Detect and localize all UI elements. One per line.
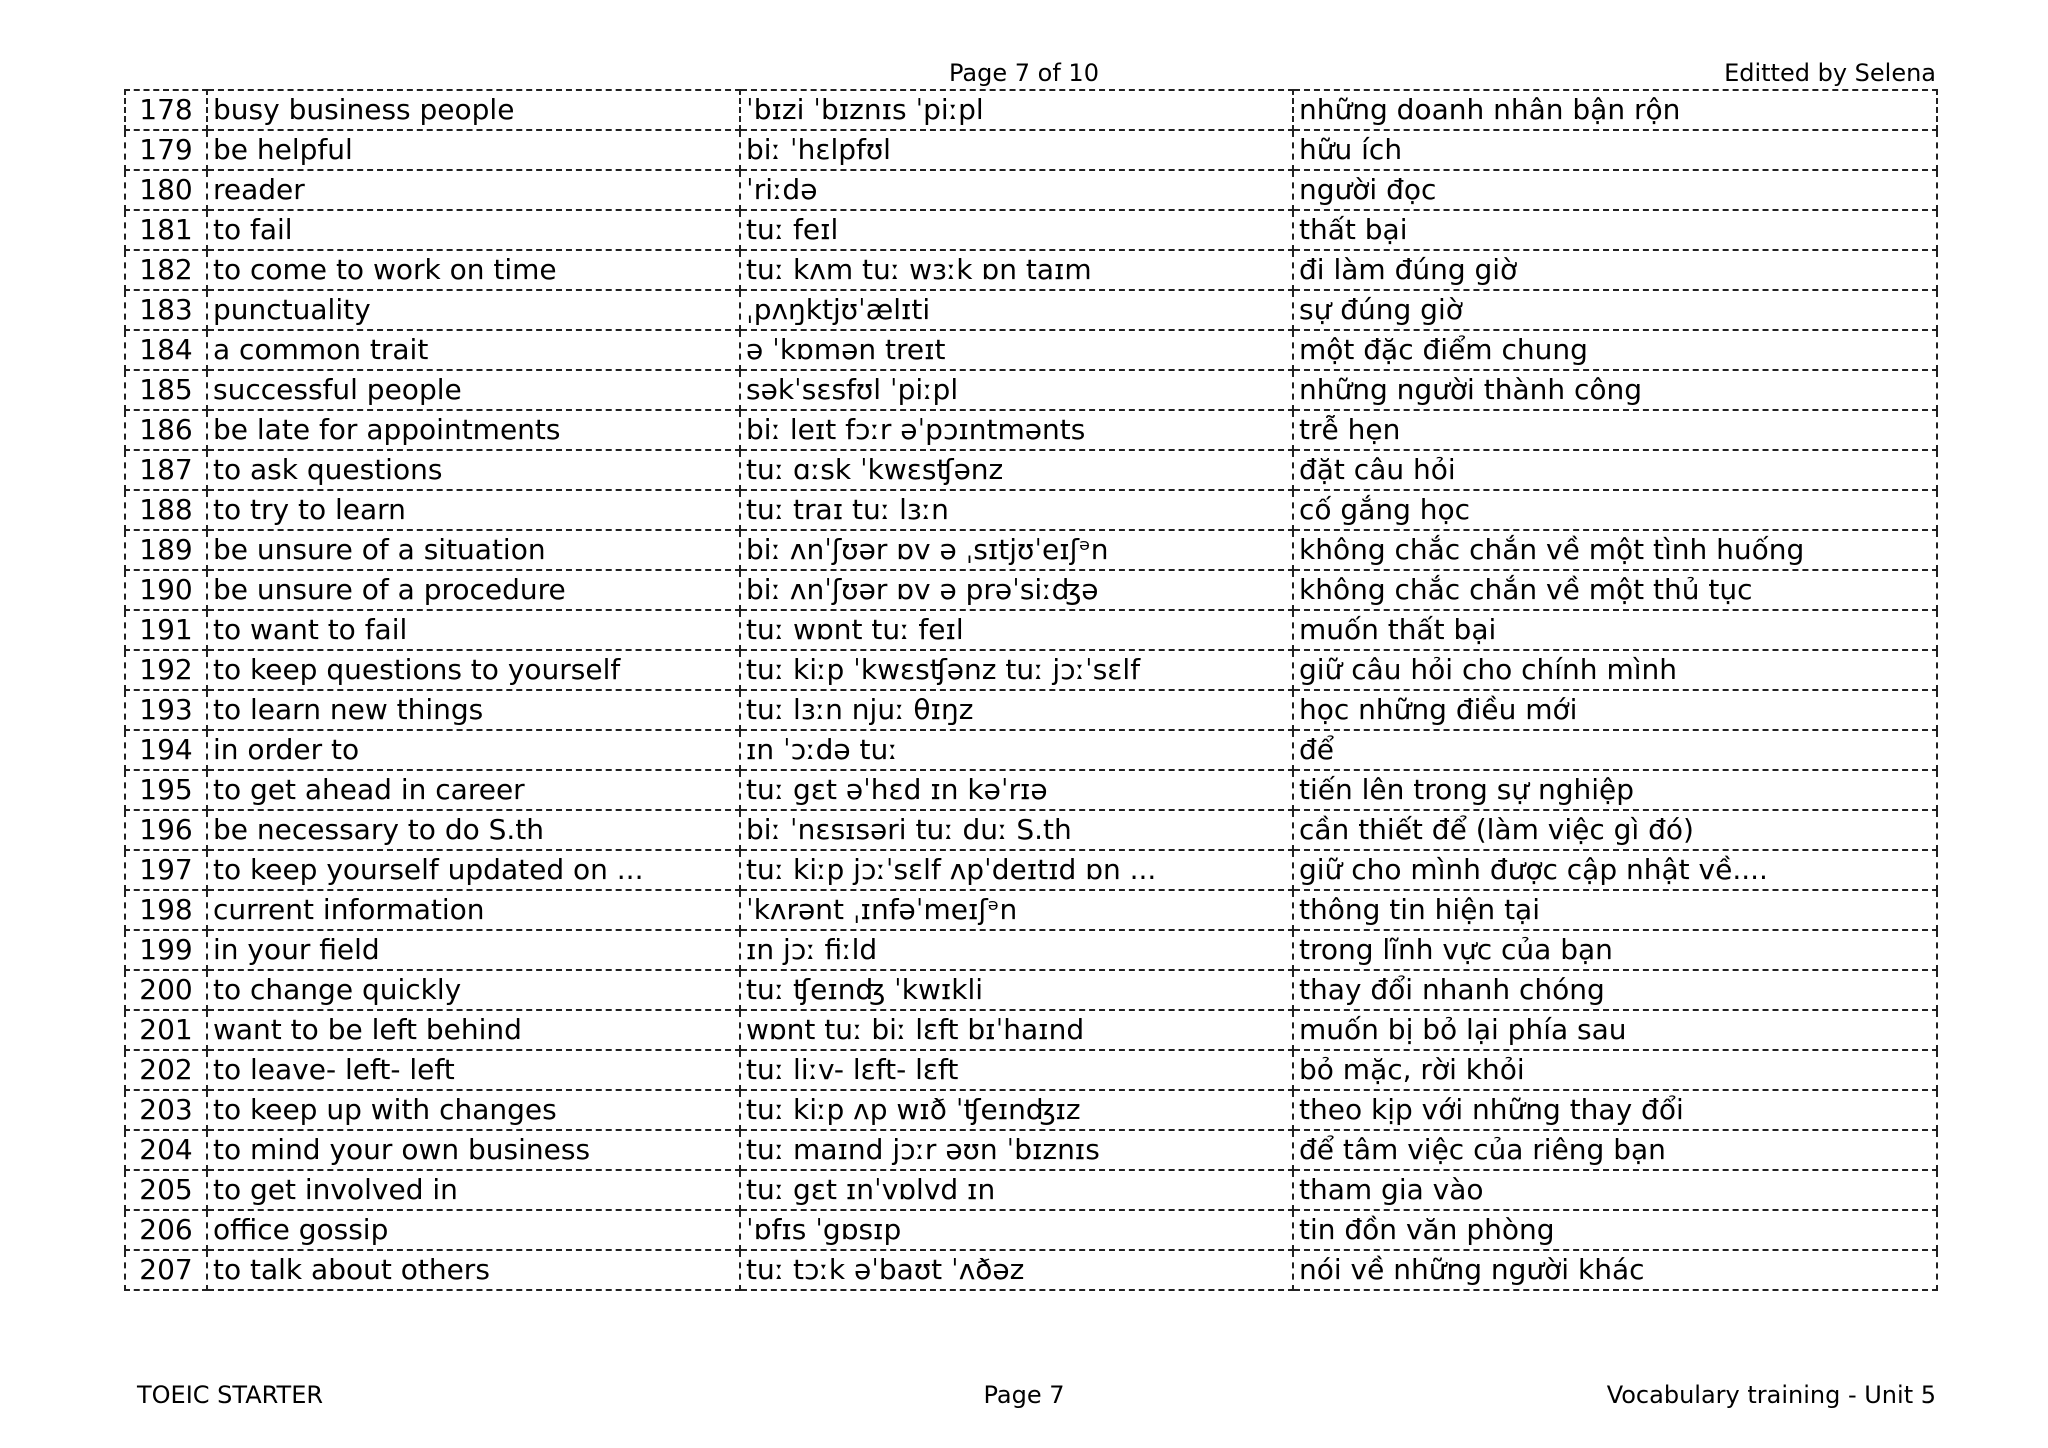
table-row — [125, 690, 1937, 730]
entry-pronunciation: tuː kiːp ˈkwɛsʧənz tuː jɔːˈsɛlf — [740, 650, 1293, 690]
entry-translation: cần thiết để (làm việc gì đó) — [1293, 810, 1937, 850]
entry-translation: để — [1293, 730, 1937, 770]
entry-pronunciation: wɒnt tuː biː lɛft bɪˈhaɪnd — [740, 1010, 1293, 1050]
entry-term: be late for appointments — [207, 410, 740, 450]
entry-number: 181 — [125, 210, 207, 250]
entry-term: be necessary to do S.th — [207, 810, 740, 850]
vocabulary-table — [124, 89, 1938, 1291]
entry-pronunciation: tuː kiːp jɔːˈsɛlf ʌpˈdeɪtɪd ɒn ... — [740, 850, 1293, 890]
table-row — [125, 610, 1937, 650]
entry-translation: giữ cho mình được cập nhật về.... — [1293, 850, 1937, 890]
entry-number: 185 — [125, 370, 207, 410]
entry-pronunciation: tuː gɛt əˈhɛd ɪn kəˈrɪə — [740, 770, 1293, 810]
entry-pronunciation: tuː feɪl — [740, 210, 1293, 250]
table-row — [125, 570, 1937, 610]
table-row — [125, 850, 1937, 890]
entry-term: to keep yourself updated on ... — [207, 850, 740, 890]
table-row — [125, 450, 1937, 490]
entry-pronunciation: tuː gɛt ɪnˈvɒlvd ɪn — [740, 1170, 1293, 1210]
table-row — [125, 730, 1937, 770]
table-row — [125, 250, 1937, 290]
entry-pronunciation: tuː lɜːn njuː θɪŋz — [740, 690, 1293, 730]
table-row — [125, 370, 1937, 410]
entry-number: 180 — [125, 170, 207, 210]
entry-term: to come to work on time — [207, 250, 740, 290]
entry-number: 199 — [125, 930, 207, 970]
entry-number: 202 — [125, 1050, 207, 1090]
table-row — [125, 170, 1937, 210]
entry-term: be helpful — [207, 130, 740, 170]
entry-pronunciation: tuː maɪnd jɔːr əʊn ˈbɪznɪs — [740, 1130, 1293, 1170]
entry-number: 198 — [125, 890, 207, 930]
entry-translation: học những điều mới — [1293, 690, 1937, 730]
entry-term: to fail — [207, 210, 740, 250]
entry-pronunciation: tuː tɔːk əˈbaʊt ˈʌðəz — [740, 1250, 1293, 1290]
entry-pronunciation: biː leɪt fɔːr əˈpɔɪntmənts — [740, 410, 1293, 450]
entry-number: 201 — [125, 1010, 207, 1050]
footer-unit-title: Vocabulary training - Unit 5 — [1606, 1381, 1936, 1409]
vocabulary-table-body — [125, 90, 1937, 1290]
table-row — [125, 1250, 1937, 1290]
entry-term: to try to learn — [207, 490, 740, 530]
entry-number: 193 — [125, 690, 207, 730]
entry-term: current information — [207, 890, 740, 930]
entry-number: 203 — [125, 1090, 207, 1130]
entry-term: to learn new things — [207, 690, 740, 730]
entry-number: 182 — [125, 250, 207, 290]
table-row — [125, 490, 1937, 530]
entry-term: office gossip — [207, 1210, 740, 1250]
entry-number: 200 — [125, 970, 207, 1010]
entry-translation: hữu ích — [1293, 130, 1937, 170]
entry-pronunciation: ˈkʌrənt ˌɪnfəˈmeɪʃᵊn — [740, 890, 1293, 930]
entry-term: to mind your own business — [207, 1130, 740, 1170]
entry-term: busy business people — [207, 90, 740, 130]
entry-term: punctuality — [207, 290, 740, 330]
entry-translation: nói về những người khác — [1293, 1250, 1937, 1290]
entry-translation: theo kịp với những thay đổi — [1293, 1090, 1937, 1130]
table-row — [125, 1130, 1937, 1170]
entry-translation: một đặc điểm chung — [1293, 330, 1937, 370]
entry-pronunciation: ˈɒfɪs ˈgɒsɪp — [740, 1210, 1293, 1250]
entry-number: 187 — [125, 450, 207, 490]
entry-term: a common trait — [207, 330, 740, 370]
entry-term: to keep up with changes — [207, 1090, 740, 1130]
table-row — [125, 930, 1937, 970]
entry-number: 194 — [125, 730, 207, 770]
entry-number: 206 — [125, 1210, 207, 1250]
entry-term: reader — [207, 170, 740, 210]
entry-pronunciation: səkˈsɛsfʊl ˈpiːpl — [740, 370, 1293, 410]
entry-term: to keep questions to yourself — [207, 650, 740, 690]
entry-number: 197 — [125, 850, 207, 890]
table-row — [125, 330, 1937, 370]
table-row — [125, 130, 1937, 170]
table-row — [125, 1210, 1937, 1250]
entry-pronunciation: tuː kiːp ʌp wɪð ˈʧeɪnʤɪz — [740, 1090, 1293, 1130]
entry-number: 204 — [125, 1130, 207, 1170]
entry-number: 189 — [125, 530, 207, 570]
entry-pronunciation: ˈriːdə — [740, 170, 1293, 210]
entry-pronunciation: biː ˈhɛlpfʊl — [740, 130, 1293, 170]
entry-number: 179 — [125, 130, 207, 170]
entry-number: 192 — [125, 650, 207, 690]
table-row — [125, 650, 1937, 690]
header-editor: Editted by Selena — [1724, 59, 1936, 87]
entry-translation: cố gắng học — [1293, 490, 1937, 530]
entry-translation: người đọc — [1293, 170, 1937, 210]
entry-pronunciation: tuː traɪ tuː lɜːn — [740, 490, 1293, 530]
entry-term: to leave- left- left — [207, 1050, 740, 1090]
entry-translation: giữ câu hỏi cho chính mình — [1293, 650, 1937, 690]
entry-number: 191 — [125, 610, 207, 650]
table-row — [125, 1050, 1937, 1090]
entry-translation: không chắc chắn về một thủ tục — [1293, 570, 1937, 610]
entry-translation: sự đúng giờ — [1293, 290, 1937, 330]
table-row — [125, 410, 1937, 450]
entry-translation: tiến lên trong sự nghiệp — [1293, 770, 1937, 810]
entry-translation: những doanh nhân bận rộn — [1293, 90, 1937, 130]
entry-term: be unsure of a situation — [207, 530, 740, 570]
entry-pronunciation: tuː ɑːsk ˈkwɛsʧənz — [740, 450, 1293, 490]
entry-pronunciation: ɪn ˈɔːdə tuː — [740, 730, 1293, 770]
table-row — [125, 770, 1937, 810]
entry-number: 186 — [125, 410, 207, 450]
entry-translation: không chắc chắn về một tình huống — [1293, 530, 1937, 570]
entry-translation: muốn bị bỏ lại phía sau — [1293, 1010, 1937, 1050]
entry-translation: bỏ mặc, rời khỏi — [1293, 1050, 1937, 1090]
entry-number: 195 — [125, 770, 207, 810]
entry-translation: đi làm đúng giờ — [1293, 250, 1937, 290]
entry-term: be unsure of a procedure — [207, 570, 740, 610]
entry-pronunciation: tuː kʌm tuː wɜːk ɒn taɪm — [740, 250, 1293, 290]
entry-translation: trong lĩnh vực của bạn — [1293, 930, 1937, 970]
entry-term: to get involved in — [207, 1170, 740, 1210]
table-row — [125, 810, 1937, 850]
entry-pronunciation: ˌpʌŋktjʊˈælɪti — [740, 290, 1293, 330]
entry-number: 183 — [125, 290, 207, 330]
entry-number: 178 — [125, 90, 207, 130]
entry-pronunciation: biː ˈnɛsɪsəri tuː duː S.th — [740, 810, 1293, 850]
entry-term: in order to — [207, 730, 740, 770]
entry-term: successful people — [207, 370, 740, 410]
entry-translation: để tâm việc của riêng bạn — [1293, 1130, 1937, 1170]
entry-pronunciation: biː ʌnˈʃʊər ɒv ə prəˈsiːʤə — [740, 570, 1293, 610]
entry-translation: thất bại — [1293, 210, 1937, 250]
entry-pronunciation: tuː ʧeɪnʤ ˈkwɪkli — [740, 970, 1293, 1010]
entry-number: 190 — [125, 570, 207, 610]
table-row — [125, 1010, 1937, 1050]
entry-translation: đặt câu hỏi — [1293, 450, 1937, 490]
footer-page-number: Page 7 — [983, 1381, 1065, 1409]
entry-term: in your field — [207, 930, 740, 970]
entry-translation: thông tin hiện tại — [1293, 890, 1937, 930]
table-row — [125, 90, 1937, 130]
entry-translation: trễ hẹn — [1293, 410, 1937, 450]
entry-pronunciation: biː ʌnˈʃʊər ɒv ə ˌsɪtjʊˈeɪʃᵊn — [740, 530, 1293, 570]
entry-pronunciation: tuː liːv- lɛft- lɛft — [740, 1050, 1293, 1090]
table-row — [125, 1170, 1937, 1210]
entry-number: 205 — [125, 1170, 207, 1210]
entry-term: to talk about others — [207, 1250, 740, 1290]
entry-translation: tham gia vào — [1293, 1170, 1937, 1210]
table-row — [125, 210, 1937, 250]
entry-term: to get ahead in career — [207, 770, 740, 810]
entry-term: want to be left behind — [207, 1010, 740, 1050]
entry-translation: muốn thất bại — [1293, 610, 1937, 650]
entry-term: to change quickly — [207, 970, 740, 1010]
entry-pronunciation: ɪn jɔː fiːld — [740, 930, 1293, 970]
entry-number: 188 — [125, 490, 207, 530]
table-row — [125, 890, 1937, 930]
entry-pronunciation: tuː wɒnt tuː feɪl — [740, 610, 1293, 650]
entry-translation: những người thành công — [1293, 370, 1937, 410]
entry-term: to want to fail — [207, 610, 740, 650]
entry-pronunciation: ə ˈkɒmən treɪt — [740, 330, 1293, 370]
entry-term: to ask questions — [207, 450, 740, 490]
entry-number: 196 — [125, 810, 207, 850]
entry-translation: tin đồn văn phòng — [1293, 1210, 1937, 1250]
table-row — [125, 290, 1937, 330]
footer-course-name: TOEIC STARTER — [137, 1381, 324, 1409]
table-row — [125, 530, 1937, 570]
header-page-count: Page 7 of 10 — [949, 59, 1099, 87]
entry-translation: thay đổi nhanh chóng — [1293, 970, 1937, 1010]
entry-number: 184 — [125, 330, 207, 370]
table-row — [125, 1090, 1937, 1130]
entry-pronunciation: ˈbɪzi ˈbɪznɪs ˈpiːpl — [740, 90, 1293, 130]
table-row — [125, 970, 1937, 1010]
entry-number: 207 — [125, 1250, 207, 1290]
